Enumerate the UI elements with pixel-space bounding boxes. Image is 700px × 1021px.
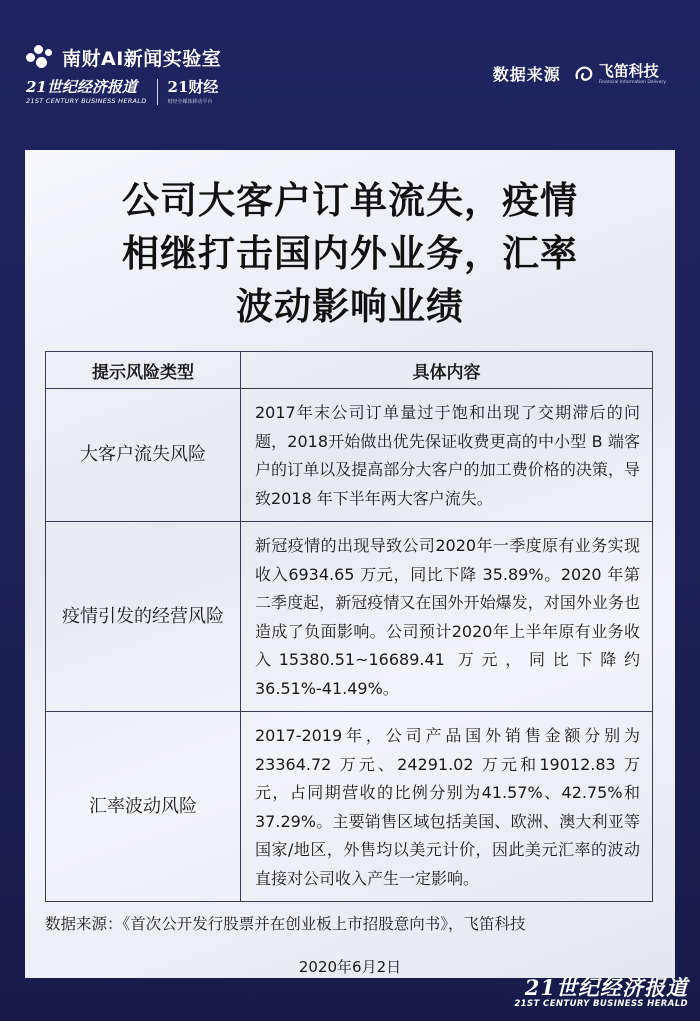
- title-line: 波动影响业绩: [236, 285, 464, 328]
- feidi-logo-icon: [573, 64, 595, 84]
- risk-content-cell: 新冠疫情的出现导致公司2020年一季度原有业务实现收入6934.65 万元，同比下降 35.89%。2020 年第二季度起，新冠疫情又在国外开始爆发，对国外业务也造成了负面影响。公司预计2020年上半年原有业务收入15380.51~16689.41 万元，同比下降约 36.51%-41.49%。: [241, 522, 653, 712]
- paper-name-en: 21ST CENTURY BUSINESS HERALD: [26, 97, 147, 105]
- header-content: 具体内容: [241, 352, 653, 389]
- risk-content-cell: 2017年末公司订单量过于饱和出现了交期滞后的问题，2018开始做出优先保证收费更高的中小型 B 端客户的订单以及提高部分大客户的加工费价格的决策，导致2018 年下半年两大客户流失。: [241, 389, 653, 522]
- finance-subtitle: 财经全媒体移动平台: [167, 99, 213, 105]
- page-title: [25, 174, 675, 333]
- watermark-en: 21ST CENTURY BUSINESS HERALD: [514, 999, 688, 1009]
- feidi-name: 飞笛科技: [598, 61, 659, 80]
- watermark-cn: 21世纪经济报道: [524, 975, 688, 1000]
- risk-type-cell: 大客户流失风险: [46, 389, 241, 522]
- table-row: [46, 712, 653, 902]
- table-header-row: [46, 352, 653, 389]
- brand: [26, 44, 221, 105]
- brand-divider: [157, 79, 158, 105]
- header-risk-type: 提示风险类型: [46, 352, 241, 389]
- risk-type-cell: 疫情引发的经营风险: [46, 522, 241, 712]
- source-footnote: 数据来源：《首次公开发行股票并在创业板上市招股意向书》，飞笛科技: [45, 915, 526, 933]
- feidi-text: [599, 63, 666, 85]
- title-line: 相继打击国内外业务，汇率: [122, 232, 578, 275]
- brand-name: 南财AI新闻实验室: [62, 48, 222, 70]
- lab-logo-icon: [26, 45, 56, 71]
- source-label: 数据来源: [492, 65, 561, 84]
- title-line: 公司大客户订单流失，疫情: [122, 179, 578, 222]
- table-row: [46, 522, 653, 712]
- table-row: [46, 389, 653, 522]
- publish-date: 2020年6月2日: [298, 958, 402, 976]
- paper-name-cn: 21世纪经济报道: [26, 78, 137, 96]
- feidi-name-en: Financial Information Delivery: [598, 79, 666, 85]
- watermark: [514, 977, 688, 1009]
- risk-table: [45, 351, 653, 902]
- brand-top: [26, 44, 221, 71]
- brand-bottom: [26, 79, 221, 105]
- finance-name: 21财经: [167, 78, 219, 96]
- paper-logo: [26, 79, 147, 105]
- data-source-header: [493, 62, 666, 85]
- content-card: [25, 150, 675, 978]
- risk-type-cell: 汇率波动风险: [46, 712, 241, 902]
- risk-content-cell: 2017-2019年，公司产品国外销售金额分别为23364.72 万元、24291.02 万元和19012.83 万元，占同期营收的比例分别为41.57%、42.75%和 37.29%。主要销售区域包括美国、欧洲、澳大利亚等国家/地区，外售均以美元计价，因此美元汇率的波动直接对公司收入产生一定影响。: [241, 712, 653, 902]
- finance-logo: [168, 79, 219, 105]
- header: [0, 0, 700, 150]
- feidi-logo: [573, 63, 666, 85]
